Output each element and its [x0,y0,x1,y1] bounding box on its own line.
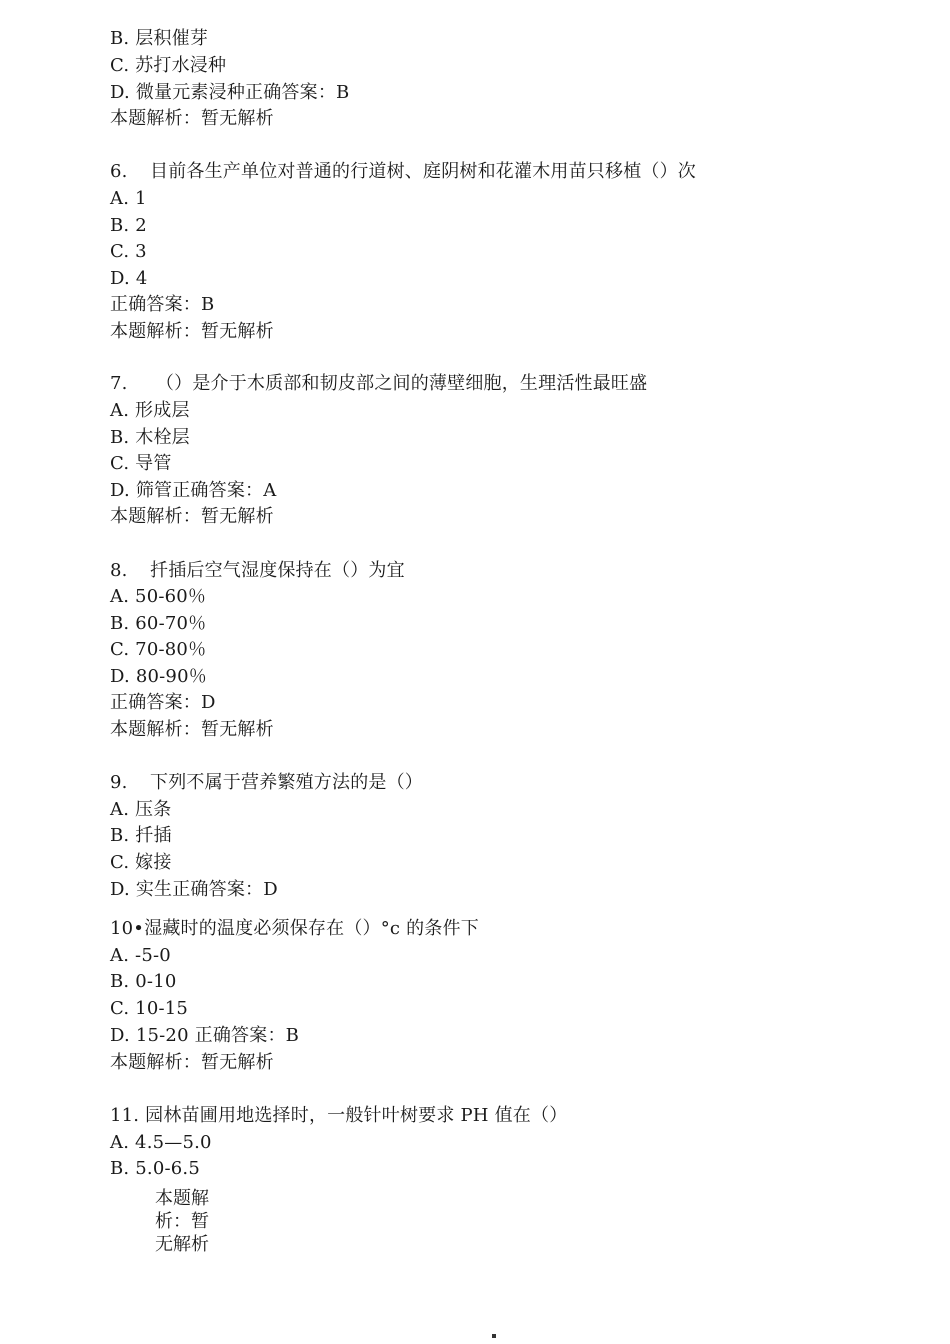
q9-number: 9. [110,772,128,793]
q11-option-a: A. 4.5—5.0 [110,1132,212,1153]
q8-option-c: C. 70-80％ [110,639,207,660]
q5-option-c: C. 苏打水浸种 [110,55,227,76]
q5-option-d: D. 微量元素浸种正确答案：B [110,82,350,103]
q7-text: （）是介于木质部和韧皮部之间的薄壁细胞，生理活性最旺盛 [150,373,648,394]
q9-option-d: D. 实生正确答案：D [110,879,278,900]
q7-question [110,371,647,397]
q11-question: 11. 园林苗圃用地选择时，一般针叶树要求 PH 值在（） [110,1105,568,1126]
q8-text: 扦插后空气湿度保持在（）为宜 [150,560,405,581]
q11-analysis: 本题解析：暂无解析 [155,1188,209,1255]
q8-answer: 正确答案：D [110,692,216,713]
q6-option-b: B. 2 [110,215,147,236]
q5-analysis: 本题解析：暂无解析 [110,108,274,129]
q9-option-b: B. 扦插 [110,825,172,846]
q10-option-c: C. 10-15 [110,998,189,1019]
q10-option-b: B. 0-10 [110,971,177,992]
q8-analysis: 本题解析：暂无解析 [110,719,274,740]
q8-option-d: D. 80-90％ [110,666,207,687]
q8-question [110,558,405,584]
q11-option-b: B. 5.0-6.5 [110,1158,201,1179]
q7-option-b: B. 木栓层 [110,427,190,448]
q8-number: 8. [110,560,128,581]
q10-analysis: 本题解析：暂无解析 [110,1052,274,1073]
q6-answer: 正确答案：B [110,294,215,315]
q6-option-d: D. 4 [110,268,148,289]
q6-question [110,159,696,185]
q9-option-a: A. 压条 [110,799,172,820]
q7-option-c: C. 导管 [110,453,172,474]
q6-option-a: A. 1 [110,188,147,209]
q6-option-c: C. 3 [110,241,147,262]
q7-number: 7. [110,373,128,394]
q10-question: 10•湿藏时的温度必须保存在（）°c 的条件下 [110,918,479,939]
q7-option-d: D. 筛管正确答案：A [110,480,277,501]
page-footer-mark [492,1334,496,1338]
q6-number: 6. [110,161,128,182]
q7-option-a: A. 形成层 [110,400,190,421]
q9-question [110,770,423,796]
q6-text: 目前各生产单位对普通的行道树、庭阴树和花灌木用苗只移植（）次 [150,161,696,182]
q8-option-b: B. 60-70％ [110,613,207,634]
q5-option-b: B. 层积催芽 [110,28,209,49]
q10-option-a: A. -5-0 [110,945,171,966]
q10-option-d: D. 15-20 正确答案：B [110,1025,300,1046]
q9-text: 下列不属于营养繁殖方法的是（） [150,772,423,793]
q9-option-c: C. 嫁接 [110,852,172,873]
q8-option-a: A. 50-60％ [110,586,207,607]
q7-analysis: 本题解析：暂无解析 [110,506,274,527]
q6-analysis: 本题解析：暂无解析 [110,321,274,342]
